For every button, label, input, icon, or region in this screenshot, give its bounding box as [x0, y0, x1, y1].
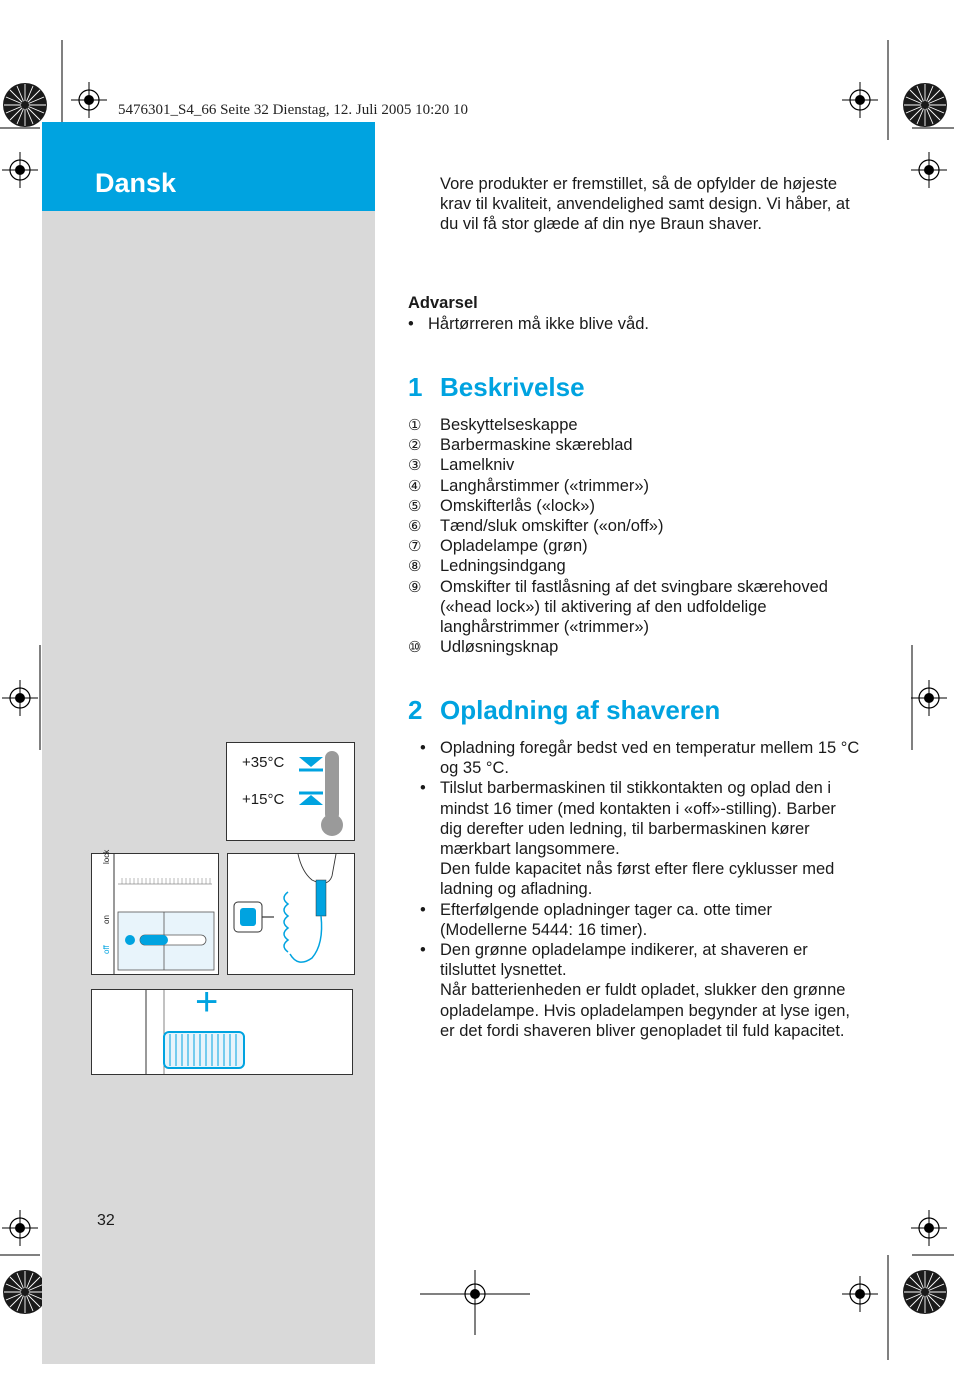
section-title: Beskrivelse	[440, 372, 585, 402]
item-extra-text: Den fulde kapacitet nås først efter flere cyklusser med ladning og afladning.	[440, 860, 835, 899]
temp-high-label: +35°C	[242, 754, 285, 771]
item-marker: ③	[408, 456, 422, 475]
language-title: Dansk	[95, 168, 177, 198]
item-text: Efterfølgende opladninger tager ca. otte timer (Modellerne 5444: 16 timer).	[440, 900, 773, 939]
shaver-switch-drawing	[92, 854, 218, 974]
on-label: on	[102, 915, 111, 924]
item-text: Opladning foregår bedst ved en temperatur mellem 15 °C og 35 °C.	[440, 739, 860, 778]
section-title: Opladning af shaveren	[440, 695, 721, 725]
list-item	[408, 556, 868, 576]
item-marker: ⑨	[408, 577, 422, 596]
list-item	[420, 778, 860, 899]
list-item	[408, 637, 868, 657]
battery-drawing	[92, 990, 352, 1074]
description-list	[408, 415, 868, 657]
thermometer-figure	[226, 742, 355, 841]
thermometer-icon	[297, 749, 352, 839]
list-item	[408, 536, 868, 556]
item-marker: ⑤	[408, 496, 422, 515]
print-header: 5476301_S4_66 Seite 32 Dienstag, 12. Juli 2005 10:20 10	[118, 102, 468, 118]
bullet: •	[420, 900, 426, 919]
bullet: •	[420, 941, 426, 960]
item-text: Den grønne opladelampe indikerer, at shaveren er tilsluttet lysnettet.	[440, 941, 808, 980]
charging-cord-figure	[227, 853, 355, 975]
page-number: 32	[97, 1212, 115, 1229]
item-text: Beskyttelseskappe	[440, 416, 578, 434]
plus-icon: +	[195, 980, 219, 1024]
item-marker: ⑦	[408, 537, 422, 556]
item-marker: ⑥	[408, 517, 422, 536]
list-item	[408, 415, 868, 435]
power-cord-icon	[228, 854, 354, 974]
section-heading-1	[408, 372, 585, 403]
language-band	[42, 122, 375, 211]
list-item	[408, 435, 868, 455]
list-item	[420, 900, 860, 940]
item-text: Omskifter til fastlåsning af det svingbare skærehoved («head lock») til aktivering af den udfoldelige langhårstrimmer («trimmer»)	[440, 577, 828, 637]
list-item	[420, 738, 860, 778]
item-text: Barbermaskine skæreblad	[440, 436, 633, 455]
list-item	[420, 940, 860, 1041]
list-item	[408, 476, 868, 496]
section-number: 1	[408, 372, 423, 402]
intro-paragraph: Vore produkter er fremstillet, så de opfylder de højeste krav til kvaliteit, anvendelighed samt design. Vi håber, at du vil få stor glæde af din nye Braun shaver.	[440, 175, 850, 234]
charging-list	[420, 738, 860, 1041]
item-text: Langhårstimmer («trimmer»)	[440, 476, 650, 495]
item-marker: ④	[408, 476, 422, 495]
list-item	[408, 496, 868, 516]
lock-label: lock	[102, 849, 111, 864]
list-item	[408, 516, 868, 536]
warning-title: Advarsel	[408, 294, 478, 312]
switch-figure	[91, 849, 219, 975]
warning-text: Hårtørreren må ikke blive våd.	[428, 315, 649, 333]
charging-plus-figure	[91, 980, 353, 1075]
section-number: 2	[408, 695, 423, 725]
item-text: Udløsningsknap	[440, 638, 559, 657]
item-marker: ②	[408, 436, 422, 455]
item-text: Tilslut barbermaskinen til stikkontakten og oplad den i mindst 16 timer (med kontakten i «off»-stilling). Barber dig derefter uden ledning, til barbermaskinen kører mærkbart langsommere.	[440, 779, 836, 859]
item-marker: ⑧	[408, 557, 422, 576]
bullet: •	[420, 739, 426, 757]
item-text: Opladelampe (grøn)	[440, 537, 588, 556]
item-marker: ①	[408, 416, 422, 434]
item-marker: ⑩	[408, 638, 422, 657]
bullet: •	[420, 779, 426, 798]
item-text: Ledningsindgang	[440, 557, 566, 576]
item-text: Tænd/sluk omskifter («on/off»)	[440, 517, 664, 536]
list-item	[408, 455, 868, 475]
item-extra-text: Når batterienheden er fuldt opladet, slukker den grønne opladelampe. Hvis opladelampen begynder at lyse igen, er det fordi shaveren bliver genopladet til fuld kapacitet.	[440, 981, 851, 1040]
bullet: •	[408, 315, 414, 333]
item-text: Lamelkniv	[440, 456, 515, 475]
temp-low-label: +15°C	[242, 791, 285, 808]
item-text: Omskifterlås («lock»)	[440, 496, 595, 515]
list-item	[408, 577, 850, 638]
off-label: off	[102, 945, 111, 954]
section-heading-2	[408, 695, 720, 726]
